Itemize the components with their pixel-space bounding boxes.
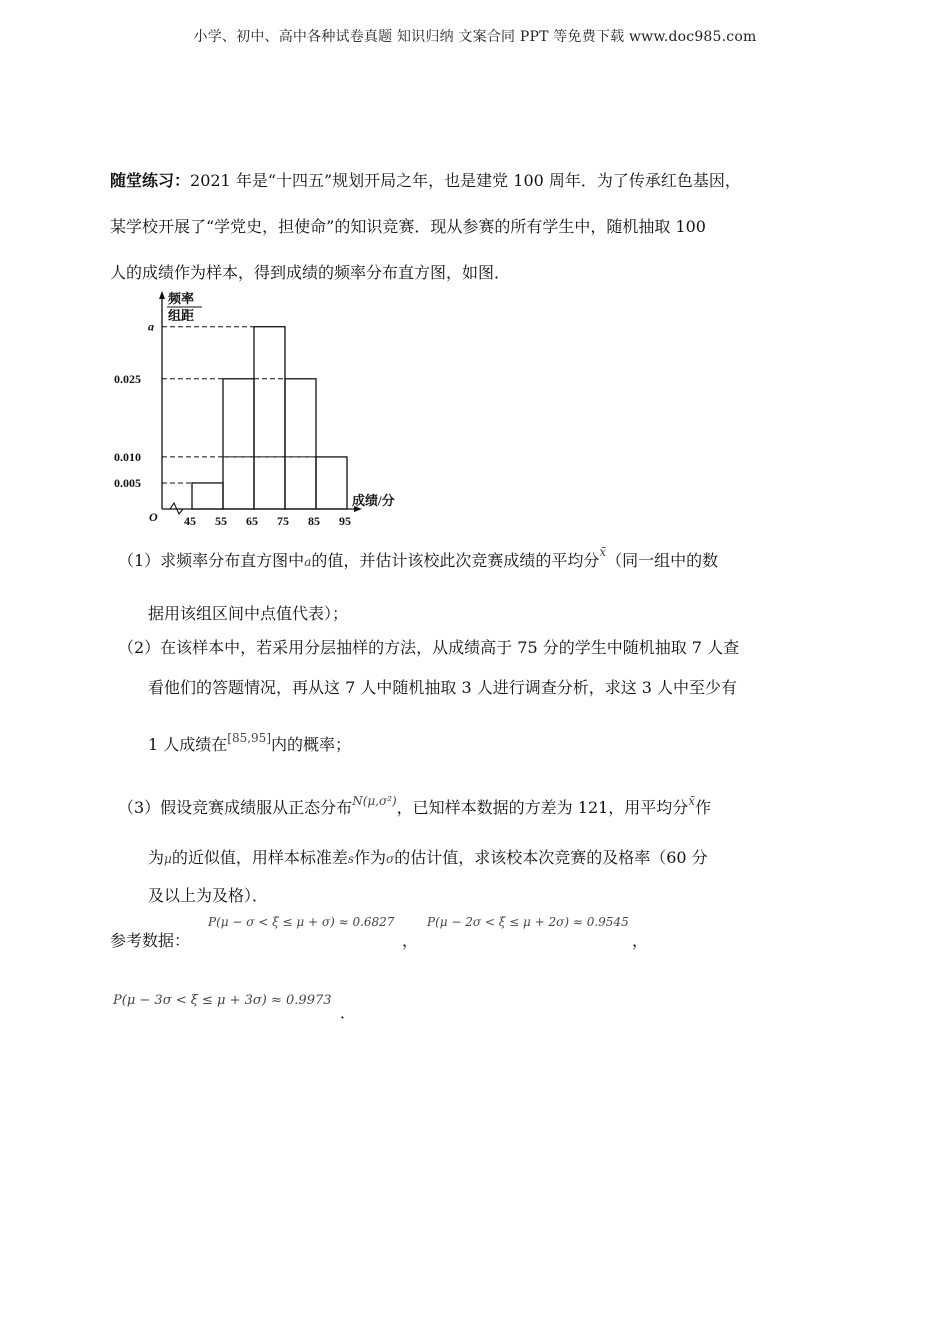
histogram-bar-45-55: [192, 483, 223, 509]
q3-l2-d: 的估计值，求该校本次竞赛的及格率（60 分: [394, 848, 708, 867]
y-label-bottom: 组距: [168, 308, 195, 323]
x-tick-95: 95: [339, 514, 351, 528]
page-header: 小学、初中、高中各种试卷真题 知识归纳 文案合同 PPT 等免费下载 www.doc985.com: [193, 29, 757, 45]
question-2-line-2: 看他们的答题情况，再从这 7 人中随机抽取 3 人进行调查分析，求这 3 人中至少有: [148, 678, 738, 697]
x-tick-75: 75: [277, 514, 289, 528]
reference-sep-2: ，: [632, 931, 649, 950]
question-2-line-1: （2）在该样本中，若采用分层抽样的方法，从成绩高于 75 分的学生中随机抽取 7 人查: [118, 638, 740, 657]
histogram-bar-85-95: [316, 457, 347, 509]
histogram-bar-55-65: [223, 379, 254, 509]
intro-line-1: 2021 年是“十四五”规划开局之年，也是建党 100 周年．为了传承红色基因，: [190, 171, 741, 190]
q3-text-b: ，已知样本数据的方差为 121，用平均分: [396, 798, 689, 817]
reference-sep-1: ，: [402, 931, 419, 950]
q3-normal-dist: N(μ,σ²): [352, 794, 397, 808]
q1-text-a: （1）求频率分布直方图中: [118, 551, 305, 570]
q1-text-c: （同一组中的数: [606, 551, 719, 570]
q1-var-xbar: x̄: [599, 545, 607, 559]
q3-l2-c: 作为: [354, 848, 387, 867]
x-tick-65: 65: [246, 514, 258, 528]
q3-var-xbar: x̄: [688, 794, 696, 808]
reference-p1: P(μ − σ < ξ ≤ μ + σ) ≈ 0.6827: [208, 915, 395, 929]
q2-text-a: 1 人成绩在: [148, 735, 228, 754]
q3-l2-a: 为: [148, 848, 165, 867]
y-tick-a: a: [148, 319, 154, 334]
y-tick-0.005: 0.005: [114, 475, 141, 490]
origin-label: O: [149, 510, 158, 524]
q3-s: s: [347, 852, 355, 866]
reference-label: 参考数据：: [110, 931, 191, 950]
question-3-line-2: [148, 845, 708, 868]
q1-var-a: a: [304, 555, 312, 569]
question-3-line-3: 及以上为及格）．: [148, 886, 269, 905]
reference-end: ．: [340, 1003, 357, 1022]
question-1-line-1: [118, 545, 719, 571]
histogram-bar-65-75: [254, 327, 285, 509]
q3-sigma: σ: [386, 852, 395, 866]
q3-text-a: （3）假设竞赛成绩服从正态分布: [118, 798, 353, 817]
histogram-chart: [110, 285, 410, 528]
q3-l2-b: 的近似值，用样本标准差: [171, 848, 348, 867]
x-label: 成绩/分: [352, 493, 395, 508]
y-tick-0.025: 0.025: [114, 371, 141, 386]
reference-p2: P(μ − 2σ < ξ ≤ μ + 2σ) ≈ 0.9545: [427, 915, 629, 929]
reference-p3: P(μ − 3σ < ξ ≤ μ + 3σ) ≈ 0.9973: [113, 993, 332, 1008]
q2-interval: [85,95]: [227, 731, 271, 745]
histogram-bar-75-85: [285, 379, 316, 509]
intro-label: 随堂练习：: [110, 171, 191, 190]
q3-text-c: 作: [695, 798, 712, 817]
question-3-line-1: [118, 795, 711, 818]
y-axis-arrow: [159, 291, 165, 299]
x-tick-85: 85: [308, 514, 320, 528]
intro-line-2: 某学校开展了“学党史，担使命”的知识竞赛．现从参赛的所有学生中，随机抽取 100: [110, 217, 706, 236]
q1-text-b: 的值，并估计该校此次竞赛成绩的平均分: [311, 551, 600, 570]
intro-line-3: 人的成绩作为样本，得到成绩的频率分布直方图，如图．: [110, 263, 511, 282]
x-tick-55: 55: [215, 514, 227, 528]
y-tick-0.010: 0.010: [114, 449, 141, 464]
question-1-line-2: 据用该组区间中点值代表）；: [148, 604, 349, 623]
question-2-line-3: [148, 732, 351, 755]
y-label-top: 频率: [168, 291, 195, 306]
q2-text-b: 内的概率；: [271, 735, 352, 754]
x-tick-45: 45: [184, 514, 196, 528]
intro-paragraph: [110, 158, 855, 296]
q3-mu: μ: [164, 852, 172, 866]
